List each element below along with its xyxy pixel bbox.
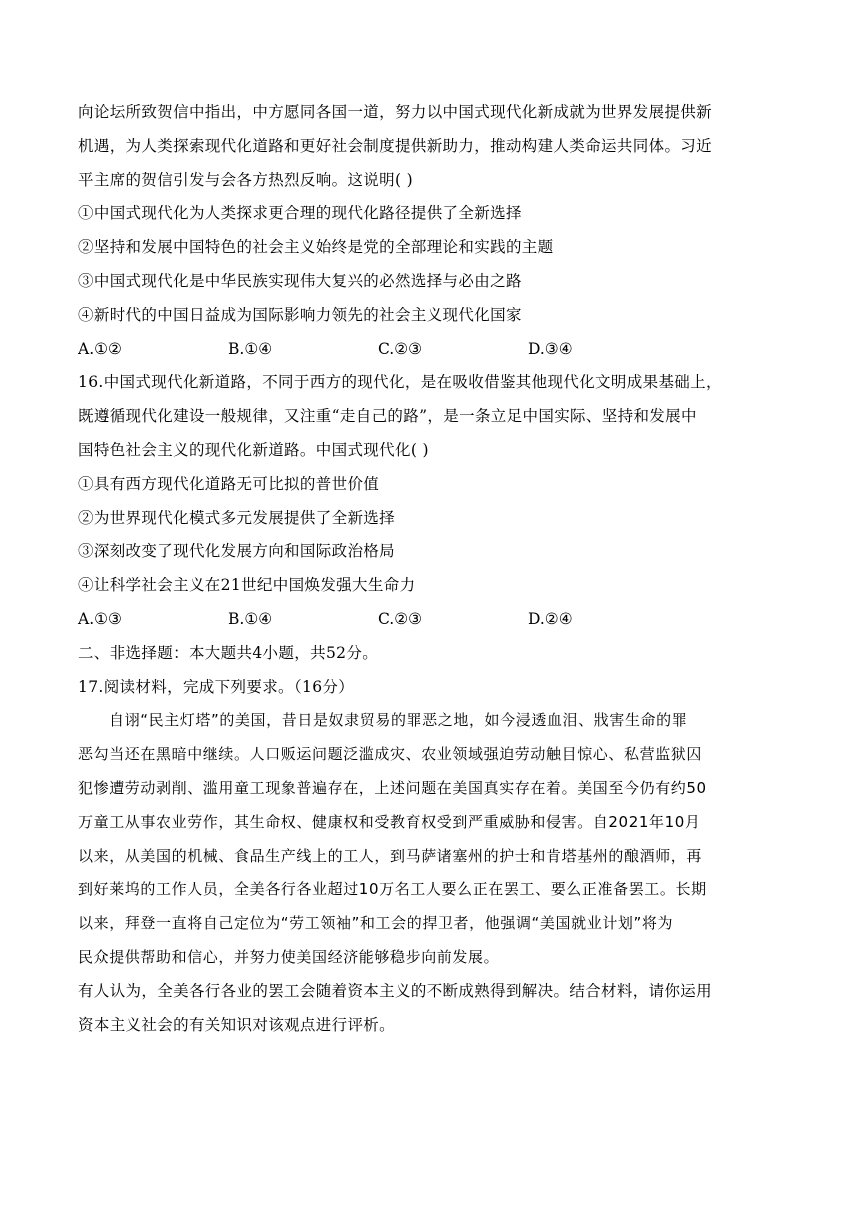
option-b: B.①④ — [228, 609, 273, 628]
question-16-options — [78, 603, 788, 637]
statement-4: ④新时代的中国日益成为国际影响力领先的社会主义现代化国家 — [78, 305, 522, 324]
question-stem-line: 既遵循现代化建设一般规律，又注重“走自己的路”，是一条立足中国实际、坚持和发展中 — [78, 407, 697, 426]
question-stem-line: 16.中国式现代化新道路，不同于西方的现代化，是在吸收借鉴其他现代化文明成果基础上， — [78, 373, 722, 392]
question-stem-line: 机遇，为人类探索现代化道路和更好社会制度提供新助力，推动构建人类命运共同体。习近 — [78, 136, 713, 155]
question-17-prompt — [78, 975, 788, 1043]
statement-3: ③深刻改变了现代化发展方向和国际政治格局 — [78, 542, 396, 561]
question-15-statements — [78, 197, 788, 332]
material-line: 民众提供帮助和信心，并努力使美国经济能够稳步向前发展。 — [78, 947, 500, 966]
option-a: A.①③ — [78, 609, 122, 628]
exam-page — [78, 96, 788, 1042]
material-line: 以来，从美国的机械、食品生产线上的工人，到马萨诸塞州的护士和肯塔基州的酿酒师，再 — [78, 846, 703, 865]
material-line: 犯惨遭劳动剥削、滥用童工现象普遍存在，上述问题在美国真实存在着。美国至今仍有约50 — [78, 778, 707, 797]
question-17-heading: 17.阅读材料，完成下列要求。（16分） — [78, 677, 355, 696]
question-prompt-line: 有人认为，全美各行各业的罢工会随着资本主义的不断成熟得到解决。结合材料，请你运用 — [78, 981, 713, 1000]
question-17-material — [78, 704, 788, 974]
statement-3: ③中国式现代化是中华民族实现伟大复兴的必然选择与必由之路 — [78, 271, 522, 290]
question-stem-line: 向论坛所致贺信中指出，中方愿同各国一道，努力以中国式现代化新成就为世界发展提供新 — [78, 103, 713, 121]
material-line: 自诩“民主灯塔”的美国，昔日是奴隶贸易的罪恶之地，如今浸透血泪、戕害生命的罪 — [109, 711, 688, 730]
question-16-statements — [78, 468, 788, 603]
statement-1: ①中国式现代化为人类探求更合理的现代化路径提供了全新选择 — [78, 204, 522, 223]
section-heading: 二、非选择题：本大题共4小题，共52分。 — [78, 643, 379, 662]
question-16-stem — [78, 366, 788, 467]
option-c: C.②③ — [378, 339, 423, 358]
option-b: B.①④ — [228, 339, 273, 358]
question-15-continuation — [78, 96, 788, 197]
material-line: 恶勾当还在黑暗中继续。人口贩运问题泛滥成灾、农业领域强迫劳动触目惊心、私营监狱囚 — [78, 745, 703, 764]
question-prompt-line: 资本主义社会的有关知识对该观点进行评析。 — [78, 1015, 396, 1034]
option-d: D.②④ — [528, 609, 573, 628]
option-d: D.③④ — [528, 339, 573, 358]
material-line: 万童工从事农业劳作，其生命权、健康权和受教育权受到严重威胁和侵害。自2021年10月 — [78, 812, 701, 831]
statement-2: ②坚持和发展中国特色的社会主义始终是党的全部理论和实践的主题 — [78, 238, 554, 257]
question-15-options — [78, 333, 788, 367]
material-line: 以来，拜登一直将自己定位为“劳工领袖”和工会的捍卫者，他强调“美国就业计划”将为 — [78, 914, 674, 933]
statement-4: ④让科学社会主义在21世纪中国焕发强大生命力 — [78, 576, 416, 595]
material-line: 到好莱坞的工作人员，全美各行各业超过10万名工人要么正在罢工、要么正准备罢工。长期 — [78, 880, 707, 899]
statement-1: ①具有西方现代化道路无可比拟的普世价值 — [78, 474, 380, 493]
statement-2: ②为世界现代化模式多元发展提供了全新选择 — [78, 508, 396, 527]
question-stem-line: 国特色社会主义的现代化新道路。中国式现代化( ) — [78, 440, 429, 459]
option-c: C.②③ — [378, 609, 423, 628]
question-stem-line: 平主席的贺信引发与会各方热烈反响。这说明( ) — [78, 170, 414, 189]
option-a: A.①② — [78, 339, 122, 358]
